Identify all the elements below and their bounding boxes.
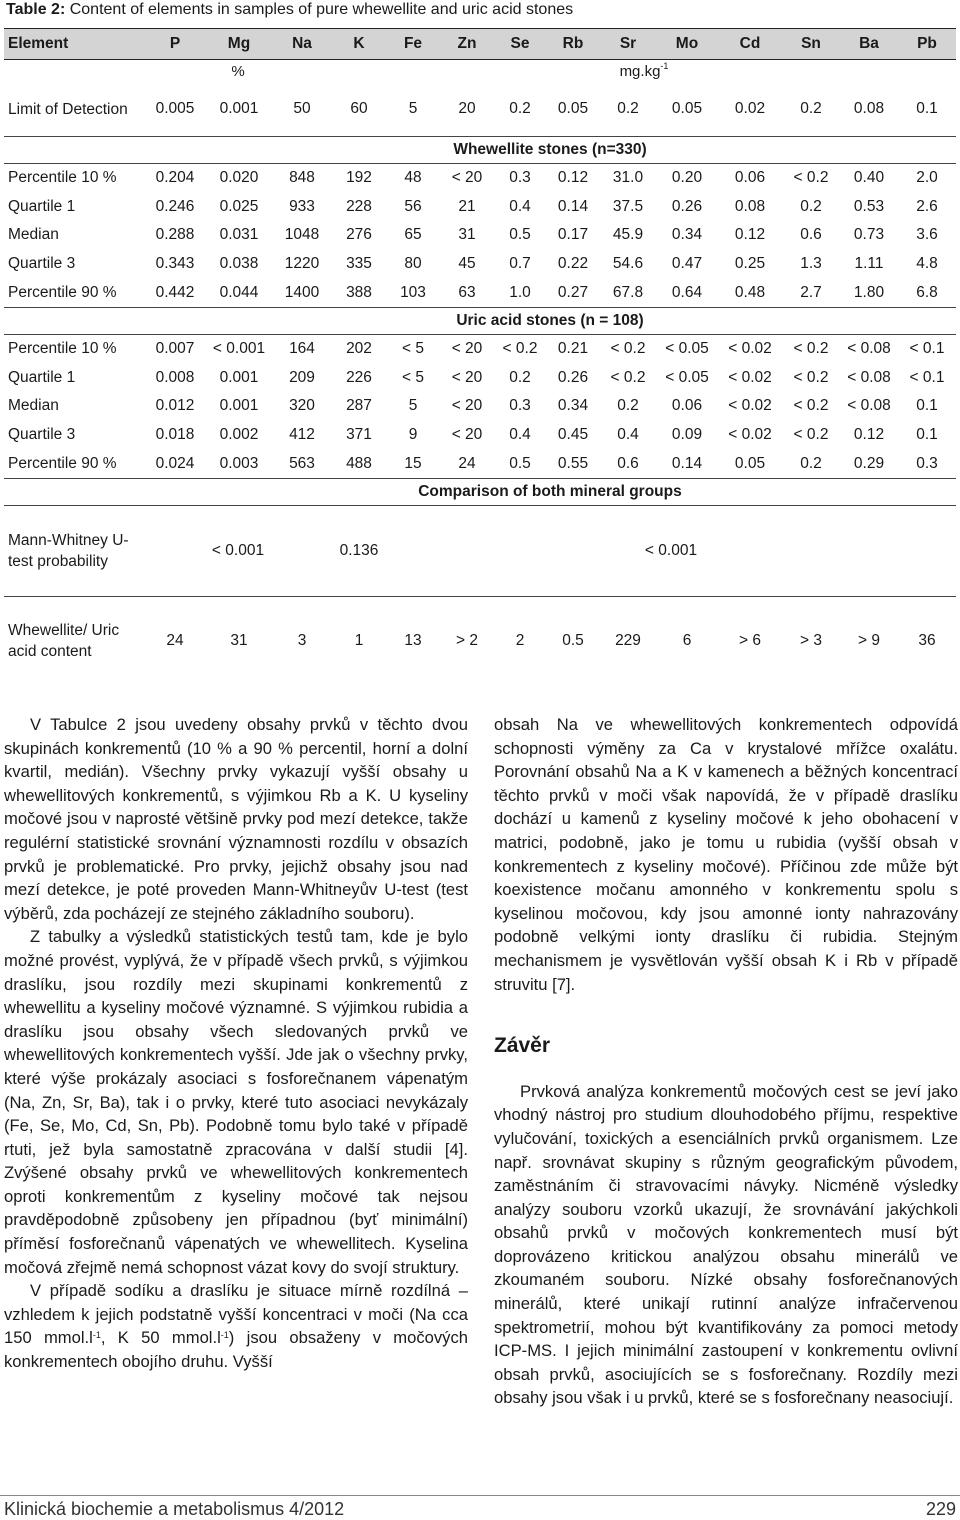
- table-cell: 276: [346, 226, 372, 244]
- comparison-section-title: [4, 478, 956, 505]
- units-row: [4, 60, 956, 83]
- table-cell: 0.12: [546, 164, 600, 193]
- whewellite-row: [4, 164, 956, 193]
- table-cell: 0.12: [734, 226, 766, 244]
- header-ba: Ba: [840, 29, 898, 60]
- table-cell: 0.012: [155, 397, 195, 415]
- whewellite-row: [4, 193, 956, 222]
- section-spacer: [4, 307, 144, 334]
- table-cell: 0.20: [656, 164, 718, 193]
- table-cell: < 20: [451, 397, 483, 415]
- section-spacer: [4, 137, 144, 164]
- table-cell: 103: [386, 278, 440, 307]
- right-paragraph-1: obsah Na ve whewellitových konkrementech odpovídá schopnosti výměny za Ca v krystalové mřížce oxalátu. Porovnání obsahů Na a K v kamenech a běžných koncentrací těchto prvků v moči však napovídá, že v případě draslíku dochází u kamenů z kyseliny močové k jeho obohacení v matrici, podobně, jako je tomu u rubidia (vyšší obsah v konkrementech z kyseliny močové). Příčinou zde může být koexistence močanu amonného v konkrementu spolu s kyselinou močovou, kdy jsou amonné ionty nahrazovány podobně velkými ionty draslíku či rubidia. Stejným mechanismem je vysvětlován vyšší obsah K i Rb v případě struvitu [7].: [494, 715, 958, 994]
- table-cell: 2.0: [898, 164, 956, 193]
- row-label: Percentile 10 %: [4, 334, 144, 363]
- whewellite-row: [4, 221, 956, 250]
- table-cell: 0.06: [718, 164, 782, 193]
- table-cell: 0.4: [509, 426, 531, 444]
- table-cell: 45: [458, 255, 476, 273]
- table-cell: < 0.08: [847, 368, 891, 386]
- left-paragraph-3: [4, 1279, 468, 1373]
- table-cell: 1220: [284, 255, 320, 273]
- left-p3-part-b: , K 50 mmol.l: [100, 1328, 221, 1348]
- table-cell: < 0.2: [782, 164, 840, 193]
- table-cell: 6: [656, 596, 718, 685]
- table-cell: 60: [350, 100, 368, 117]
- table-cell: > 2: [440, 596, 494, 685]
- table-cell: 2.7: [782, 278, 840, 307]
- right-text-column: [494, 713, 958, 1410]
- table-cell: 0.007: [144, 334, 206, 363]
- table-cell: 933: [289, 197, 315, 215]
- element-content-table: [4, 28, 956, 685]
- limit-of-detection-row: [4, 82, 956, 137]
- table-cell: 20: [458, 100, 476, 117]
- table-cell: 24: [144, 596, 206, 685]
- table-cell: < 0.2: [793, 426, 829, 444]
- units-mgkg-sup: -1: [660, 60, 669, 71]
- table-cell: 0.343: [155, 255, 195, 273]
- table-cell: 0.48: [718, 278, 782, 307]
- table-cell: < 0.2: [782, 334, 840, 363]
- table-cell: 0.2: [509, 100, 531, 117]
- uric-section-title: [4, 307, 956, 334]
- table-cell: 0.3: [509, 397, 531, 415]
- table-cell: 412: [289, 426, 315, 444]
- row-label: Quartile 3: [8, 426, 76, 444]
- left-p3-sup-2: -1: [220, 1330, 229, 1341]
- units-spacer: [4, 60, 144, 83]
- table-cell: 0.02: [734, 100, 766, 117]
- uric-row: [4, 364, 956, 393]
- table-cell: 371: [346, 426, 372, 444]
- table-caption-label: Table 2:: [6, 1, 66, 18]
- table-cell: 0.031: [219, 226, 259, 244]
- table-cell: 5: [408, 100, 418, 117]
- table-cell: 1.0: [494, 278, 546, 307]
- row-label: Quartile 1: [8, 197, 76, 215]
- table-cell: 1: [332, 596, 386, 685]
- table-cell: 320: [289, 397, 315, 415]
- table-cell: 0.14: [557, 197, 589, 215]
- table-cell: < 20: [440, 164, 494, 193]
- table-cell: 0.21: [546, 334, 600, 363]
- table-cell: 36: [898, 596, 956, 685]
- table-cell: 0.2: [617, 100, 639, 117]
- table-cell: < 0.02: [728, 368, 772, 386]
- table-cell: 0.53: [853, 197, 885, 215]
- table-cell: 0.12: [853, 426, 885, 444]
- table-cell: 0.2: [509, 368, 531, 386]
- header-mg: Mg: [206, 29, 272, 60]
- table-cell: 15: [386, 449, 440, 478]
- uric-row: [4, 392, 956, 421]
- table-cell: 0.26: [671, 197, 703, 215]
- table-cell: 0.4: [617, 426, 639, 444]
- table-cell: 0.1: [916, 426, 938, 444]
- units-mgkg-text: mg.kg: [619, 62, 661, 80]
- table-cell: < 0.05: [656, 334, 718, 363]
- table-cell: 0.14: [656, 449, 718, 478]
- row-label: Median: [8, 226, 59, 244]
- table-cell: 0.27: [546, 278, 600, 307]
- table-cell: 0.6: [600, 449, 656, 478]
- table-cell: 0.2: [800, 100, 822, 117]
- table-cell: 228: [346, 197, 372, 215]
- header-zn: Zn: [440, 29, 494, 60]
- table-cell: 0.7: [509, 255, 531, 273]
- uric-row: [4, 334, 956, 363]
- table-cell: 0.038: [219, 255, 259, 273]
- table-cell: < 5: [402, 368, 424, 386]
- table-cell: 31: [206, 596, 272, 685]
- table-cell: 164: [272, 334, 332, 363]
- table-cell: 1.3: [800, 255, 822, 273]
- table-cell: 45.9: [612, 226, 644, 244]
- left-text-column: [4, 713, 468, 1374]
- table-cell: < 0.2: [793, 368, 829, 386]
- table-cell: 0.1: [916, 100, 938, 117]
- table-cell: 0.003: [206, 449, 272, 478]
- table-cell: 0.5: [546, 596, 600, 685]
- table-caption-text: Content of elements in samples of pure whewellite and uric acid stones: [65, 1, 574, 18]
- table-cell: > 3: [782, 596, 840, 685]
- table-cell: 50: [293, 100, 311, 117]
- table-cell: 0.34: [557, 397, 589, 415]
- header-mo: Mo: [656, 29, 718, 60]
- table-cell: 0.5: [494, 449, 546, 478]
- left-p3-part-c: ) jsou obsaženy v močových konkrementech obojího druhu. Vyšší: [4, 1328, 469, 1372]
- table-cell: 0.2: [800, 197, 822, 215]
- table-cell: 0.47: [671, 255, 703, 273]
- table-cell: 488: [332, 449, 386, 478]
- table-cell: 0.09: [671, 426, 703, 444]
- table-cell: 54.6: [612, 255, 644, 273]
- row-label: Percentile 90 %: [4, 449, 144, 478]
- table-cell: 13: [386, 596, 440, 685]
- header-p: P: [144, 29, 206, 60]
- uric-row: [4, 449, 956, 478]
- table-cell: 56: [404, 197, 422, 215]
- table-cell: 848: [272, 164, 332, 193]
- table-cell: < 0.1: [909, 368, 945, 386]
- mw-value-right: < 0.001: [386, 505, 956, 596]
- units-mgkg: [332, 60, 956, 83]
- table-cell: 24: [440, 449, 494, 478]
- table-cell: 65: [404, 226, 422, 244]
- table-cell: 0.005: [155, 100, 195, 117]
- table-cell: 37.5: [612, 197, 644, 215]
- table-cell: < 0.08: [840, 334, 898, 363]
- table-cell: 0.08: [853, 100, 885, 117]
- section-title: Uric acid stones (n = 108): [456, 311, 644, 329]
- table-cell: 229: [600, 596, 656, 685]
- table-cell: 1.11: [854, 255, 884, 273]
- row-label: Mann-Whitney U-test probability: [4, 505, 144, 596]
- table-cell: 80: [404, 255, 422, 273]
- table-cell: < 20: [451, 426, 483, 444]
- table-cell: 0.008: [155, 368, 195, 386]
- conclusion-heading: Závěr: [494, 1034, 551, 1058]
- footer-journal: Klinická biochemie a metabolismus 4/2012: [4, 1499, 345, 1519]
- table-cell: 9: [408, 426, 418, 444]
- page-number: 229: [925, 1499, 956, 1519]
- table-cell: 0.025: [219, 197, 259, 215]
- table-cell: 0.55: [546, 449, 600, 478]
- table-cell: 21: [458, 197, 476, 215]
- table-cell: < 5: [386, 334, 440, 363]
- table-cell: 0.05: [718, 449, 782, 478]
- header-element: Element: [4, 29, 144, 60]
- table-header-row: [4, 29, 956, 60]
- table-cell: 3.6: [916, 226, 938, 244]
- mann-whitney-row: [4, 505, 956, 596]
- table-cell: 0.40: [840, 164, 898, 193]
- table-cell: 0.1: [916, 397, 938, 415]
- left-p3-part-a: V případě sodíku a draslíku je situace mírně rozdílná – vzhledem k jejich podstatně vyšší koncentraci v moči (Na cca 150 mmol.l: [4, 1281, 468, 1348]
- table-cell: < 0.08: [847, 397, 891, 415]
- table-cell: < 0.2: [600, 334, 656, 363]
- table-cell: 2.6: [916, 197, 938, 215]
- whewellite-row: [4, 278, 956, 307]
- table-cell: < 0.02: [728, 397, 772, 415]
- left-p3-sup-1: -1: [92, 1330, 101, 1341]
- row-label: Percentile 90 %: [4, 278, 144, 307]
- table-cell: 31: [458, 226, 476, 244]
- section-title: Whewellite stones (n=330): [144, 137, 956, 164]
- table-cell: > 9: [840, 596, 898, 685]
- table-cell: 6.8: [898, 278, 956, 307]
- table-cell: 3: [272, 596, 332, 685]
- table-cell: 335: [346, 255, 372, 273]
- mw-value-left: < 0.001: [144, 505, 332, 596]
- header-k: K: [332, 29, 386, 60]
- table-cell: 2: [494, 596, 546, 685]
- row-label: Quartile 3: [8, 255, 76, 273]
- table-cell: 0.06: [671, 397, 703, 415]
- section-spacer: [4, 478, 144, 505]
- table-cell: 0.020: [206, 164, 272, 193]
- row-label: Limit of Detection: [8, 100, 128, 118]
- table-cell: 0.204: [144, 164, 206, 193]
- table-cell: 31.0: [600, 164, 656, 193]
- table-cell: 0.34: [671, 226, 703, 244]
- table-cell: 0.05: [671, 100, 703, 117]
- table-cell: 0.018: [155, 426, 195, 444]
- table-cell: 192: [332, 164, 386, 193]
- table-cell: 0.2: [617, 397, 639, 415]
- table-cell: < 0.02: [718, 334, 782, 363]
- table-caption: [6, 0, 956, 20]
- table-cell: 0.73: [853, 226, 885, 244]
- table-cell: 0.08: [734, 197, 766, 215]
- table-cell: 48: [386, 164, 440, 193]
- uric-row: [4, 421, 956, 450]
- table-cell: 1.80: [840, 278, 898, 307]
- table-cell: 0.26: [557, 368, 589, 386]
- footer-divider: [0, 1495, 960, 1496]
- table-cell: 0.64: [656, 278, 718, 307]
- table-cell: 0.3: [494, 164, 546, 193]
- table-cell: 388: [332, 278, 386, 307]
- units-percent: %: [231, 62, 245, 80]
- table-cell: 0.25: [734, 255, 766, 273]
- header-fe: Fe: [386, 29, 440, 60]
- section-title: Comparison of both mineral groups: [418, 482, 682, 500]
- table-cell: 287: [346, 397, 372, 415]
- table-cell: 4.8: [916, 255, 938, 273]
- header-sr: Sr: [600, 29, 656, 60]
- table-cell: < 20: [440, 334, 494, 363]
- table-cell: 0.001: [219, 368, 259, 386]
- table-cell: 0.001: [219, 100, 259, 117]
- table-cell: 0.288: [155, 226, 195, 244]
- table-cell: < 0.05: [665, 368, 709, 386]
- header-pb: Pb: [898, 29, 956, 60]
- table-cell: 0.3: [898, 449, 956, 478]
- table-cell: 0.22: [557, 255, 589, 273]
- right-paragraph-2: Prvková analýza konkrementů močových cest se jeví jako vhodný nástroj pro studium dlouhodobého příjmu, respektive vylučování, toxických a esenciálních prvků organismem. Lze např. srovnávat skupiny s různým geografickým původem, zaměstnáním či stravovacími návyky. Nicméně výsledky analýzy souboru vzorků ukazují, že srovnávání jakýchkoli obsahů prvků v močových konkrementech musí být doprovázeno kritickou analýzou obsahu minerálů ve zkoumaném souboru. Nízké obsahy fosforečnanových minerálů, které unikají rutinní analýze infračervenou spektrometrií, mohou být kvantifikovány za pomoci metody ICP-MS. I jejich minimální zastoupení v konkrementu ovlivní obsah prvků, asociujících se s fosforečnany. Rozdíly mezi obsahy jsou však i u prvků, které se s fosforečnany neasociují.: [494, 1081, 958, 1408]
- mw-value-k: 0.136: [332, 505, 386, 596]
- table-cell: 0.45: [557, 426, 589, 444]
- row-label: Quartile 1: [8, 368, 76, 386]
- table-cell: 0.4: [509, 197, 531, 215]
- table-cell: 0.024: [144, 449, 206, 478]
- table-cell: 0.044: [206, 278, 272, 307]
- left-paragraph-2: Z tabulky a výsledků statistických testů tam, kde je bylo možné provést, vyplývá, že v případě všech prvků, s výjimkou draslíku, jsou rozdíly mezi skupinami konkrementů z whewellitu a kyseliny močové významné. S výjimkou rubidia a draslíku jsou obsahy všech sledovaných prvků ve whewellitových konkrementech vyšší. Jde jak o všechny prvky, které výše prokázaly asociaci s fosforečnanem vápenatým (Na, Zn, Sr, Ba), tak i o prvky, které tuto asociaci nevykázaly (Fe, Se, Mo, Cd, Sn, Pb). Podobně tomu bylo také v případě rtuti, jež byla samostatně zpracována v další studii [4]. Zvýšené obsahy prvků ve whewellitových konkrementech oproti konkrementům z kyseliny močové tak nejsou pravděpodobně způsobeny jen případnou (byť minimální) příměsí fosforečnanů vápenatých ve whewellitech. Kyselina močová zřejmě nemá schopnost vázat kovy do svojí struktury.: [4, 927, 468, 1277]
- table-cell: 0.002: [219, 426, 259, 444]
- table-cell: 0.05: [557, 100, 589, 117]
- table-cell: 202: [332, 334, 386, 363]
- table-cell: > 6: [718, 596, 782, 685]
- row-label: Median: [8, 397, 59, 415]
- table-cell: 0.246: [155, 197, 195, 215]
- table-cell: < 0.2: [494, 334, 546, 363]
- table-cell: 1048: [284, 226, 320, 244]
- table-cell: 0.17: [557, 226, 589, 244]
- header-na: Na: [272, 29, 332, 60]
- table-cell: < 0.2: [793, 397, 829, 415]
- table-cell: 67.8: [600, 278, 656, 307]
- table-cell: 209: [289, 368, 315, 386]
- table-cell: < 0.1: [898, 334, 956, 363]
- header-rb: Rb: [546, 29, 600, 60]
- table-cell: 0.5: [509, 226, 531, 244]
- header-cd: Cd: [718, 29, 782, 60]
- table-cell: 0.442: [144, 278, 206, 307]
- table-cell: 0.6: [800, 226, 822, 244]
- table-cell: 226: [346, 368, 372, 386]
- table-cell: 5: [408, 397, 418, 415]
- table-cell: 0.29: [840, 449, 898, 478]
- table-cell: 563: [272, 449, 332, 478]
- whewellite-row: [4, 250, 956, 279]
- table-cell: 0.2: [782, 449, 840, 478]
- table-cell: < 0.02: [728, 426, 772, 444]
- table-cell: < 20: [451, 368, 483, 386]
- whewellite-section-title: [4, 137, 956, 164]
- table-cell: 1400: [272, 278, 332, 307]
- header-se: Se: [494, 29, 546, 60]
- row-label: Percentile 10 %: [4, 164, 144, 193]
- ratio-row: [4, 596, 956, 685]
- table-cell: < 0.001: [206, 334, 272, 363]
- table-cell: < 0.2: [610, 368, 646, 386]
- table-cell: 0.001: [219, 397, 259, 415]
- header-sn: Sn: [782, 29, 840, 60]
- left-paragraph-1: V Tabulce 2 jsou uvedeny obsahy prvků v těchto dvou skupinách konkrementů (10 % a 90 % percentil, horní a dolní kvartil, medián). Všechny prvky vykazují vyšší obsahy u whewellitových konkrementů, s výjimkou Rb a K. U kyseliny močové jsou v naprosté většině prvky pod mezí detekce, takže regulérní statistické srovnání významnosti rozdílu v obsazích prvků je problematické. Pro prvky, jejichž obsahy jsou nad mezí detekce, je poté proveden Mann-Whitneyův U-test (test výběrů, zda pocházejí ze stejného základního souboru).: [4, 715, 468, 923]
- table-cell: 63: [440, 278, 494, 307]
- row-label: Whewellite/ Uric acid content: [4, 596, 144, 685]
